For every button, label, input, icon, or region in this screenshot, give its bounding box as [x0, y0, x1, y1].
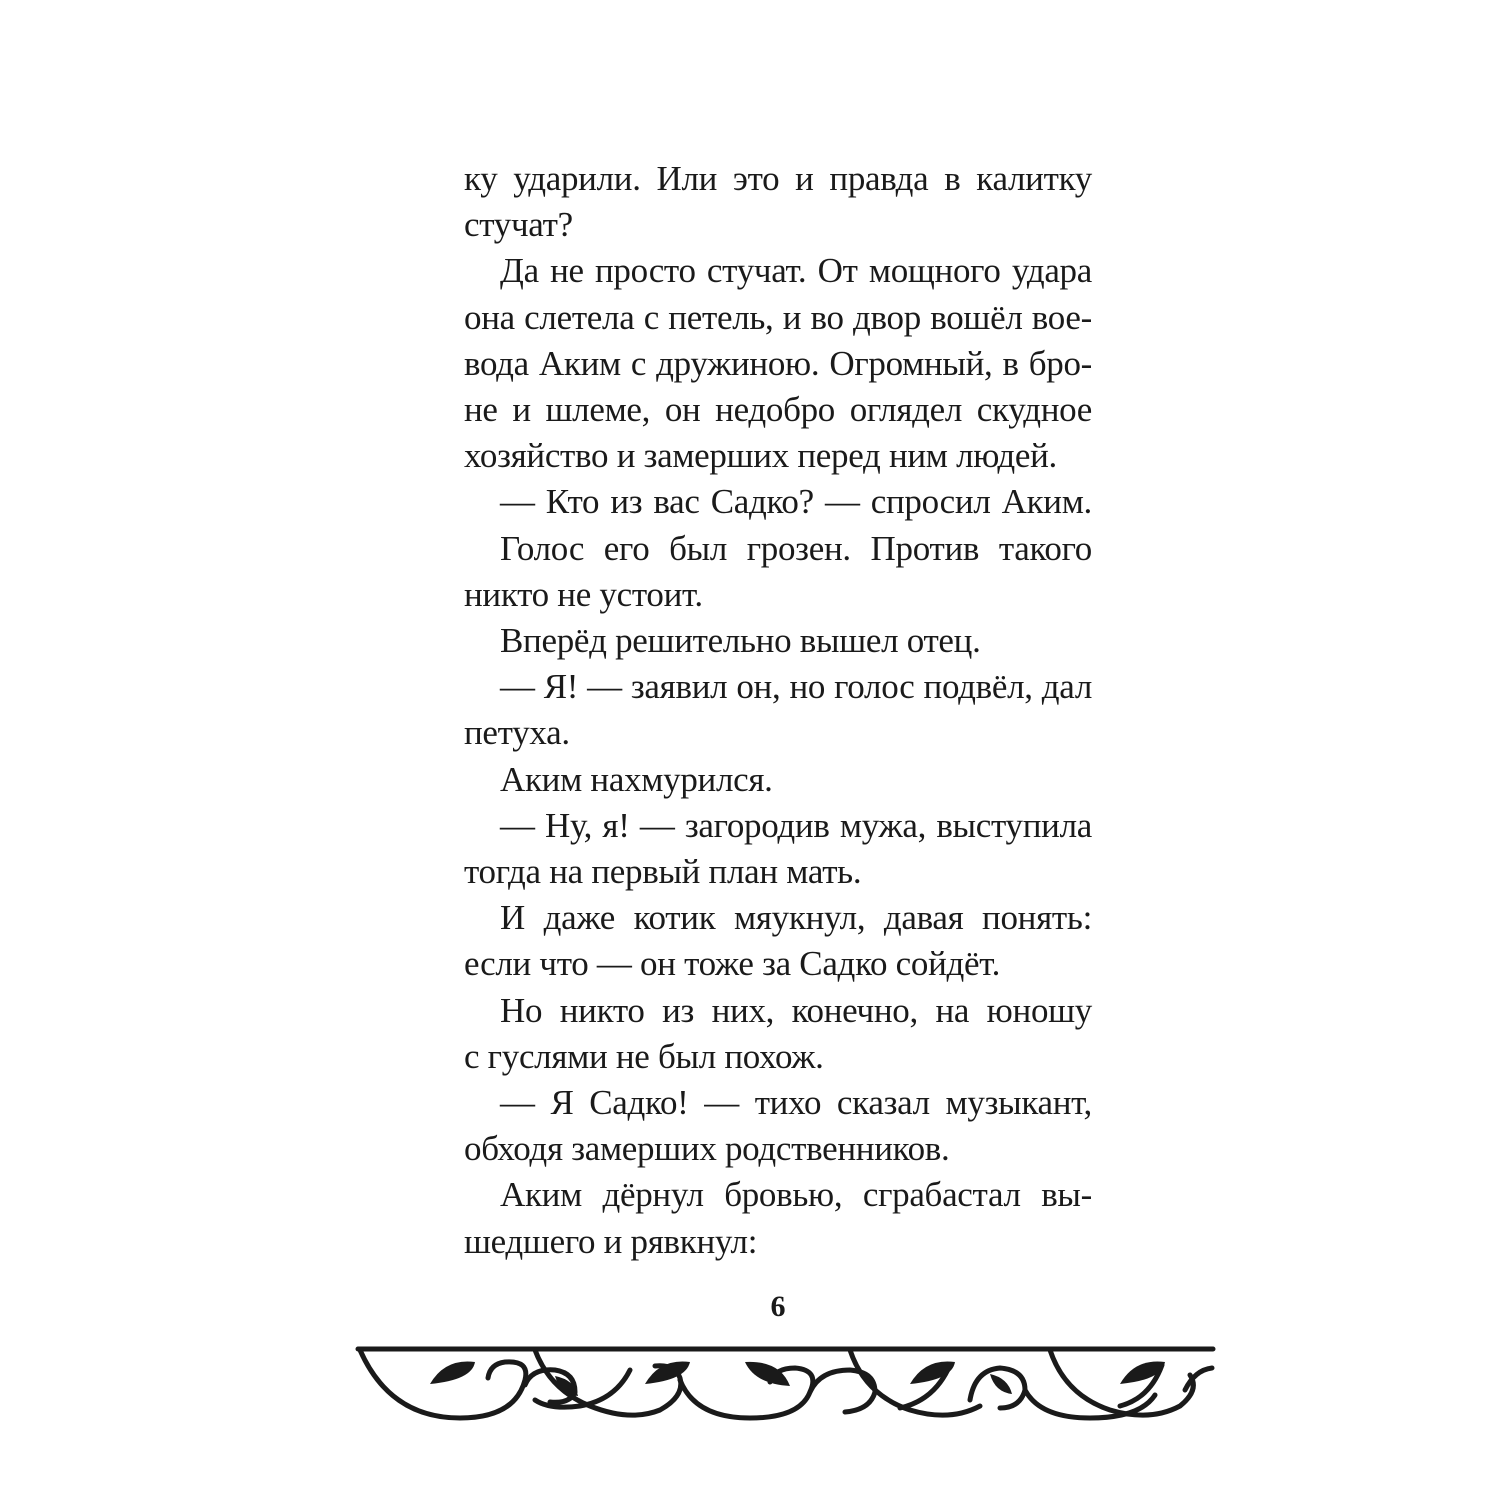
text-line: вода Аким с дружиною. Огромный, в бро- [464, 343, 1092, 383]
page-body-text [464, 156, 1092, 1265]
text-line: Аким дёрнул бровью, сграбастал вы- [500, 1175, 1092, 1215]
paragraph [464, 664, 1092, 756]
text-line: хозяйство и замерших перед ним людей. [464, 436, 1057, 476]
leaf-scroll-ornament-icon [350, 1340, 1220, 1430]
text-line: Вперёд решительно вышел отец. [500, 621, 981, 661]
paragraph [464, 1172, 1092, 1264]
paragraph [464, 479, 1092, 525]
text-line: И даже котик мяукнул, давая понять: [500, 898, 1092, 938]
text-line: с гуслями не был похож. [464, 1036, 824, 1076]
text-line: — Я Садко! — тихо сказал музыкант, [500, 1083, 1092, 1123]
paragraph [464, 895, 1092, 987]
paragraph [464, 156, 1092, 248]
text-line: петуха. [464, 713, 570, 753]
paragraph [464, 988, 1092, 1080]
text-line: не и шлеме, он недобро оглядел скудное [464, 390, 1092, 430]
text-line: Но никто из них, конечно, на юношу [500, 990, 1092, 1030]
paragraph [464, 1080, 1092, 1172]
text-line: она слетела с петель, и во двор вошёл вое- [464, 297, 1092, 337]
text-line: — Я! — заявил он, но голос подвёл, дал [500, 667, 1092, 707]
paragraph [464, 526, 1092, 618]
paragraph [464, 803, 1092, 895]
paragraph [464, 757, 1092, 803]
text-line: шедшего и рявкнул: [464, 1221, 758, 1261]
page-number: 6 [770, 1290, 786, 1323]
text-line: если что — он тоже за Садко сойдёт. [464, 944, 1001, 984]
text-line: стучат? [464, 205, 573, 245]
text-line: Аким нахмурился. [500, 759, 773, 799]
paragraph [464, 248, 1092, 479]
text-line: — Ну, я! — загородив мужа, выступила [500, 805, 1092, 845]
text-line: ку ударили. Или это и правда в калитку [464, 159, 1092, 198]
text-line: никто не устоит. [464, 574, 703, 614]
text-line: Да не просто стучат. От мощного удара [500, 251, 1092, 291]
text-line: Голос его был грозен. Против такого [500, 528, 1092, 568]
text-line: — Кто из вас Садко? — спросил Аким. [500, 482, 1092, 522]
text-line: тогда на первый план мать. [464, 852, 862, 892]
paragraph [464, 618, 1092, 664]
text-line: обходя замерших родственников. [464, 1129, 950, 1169]
